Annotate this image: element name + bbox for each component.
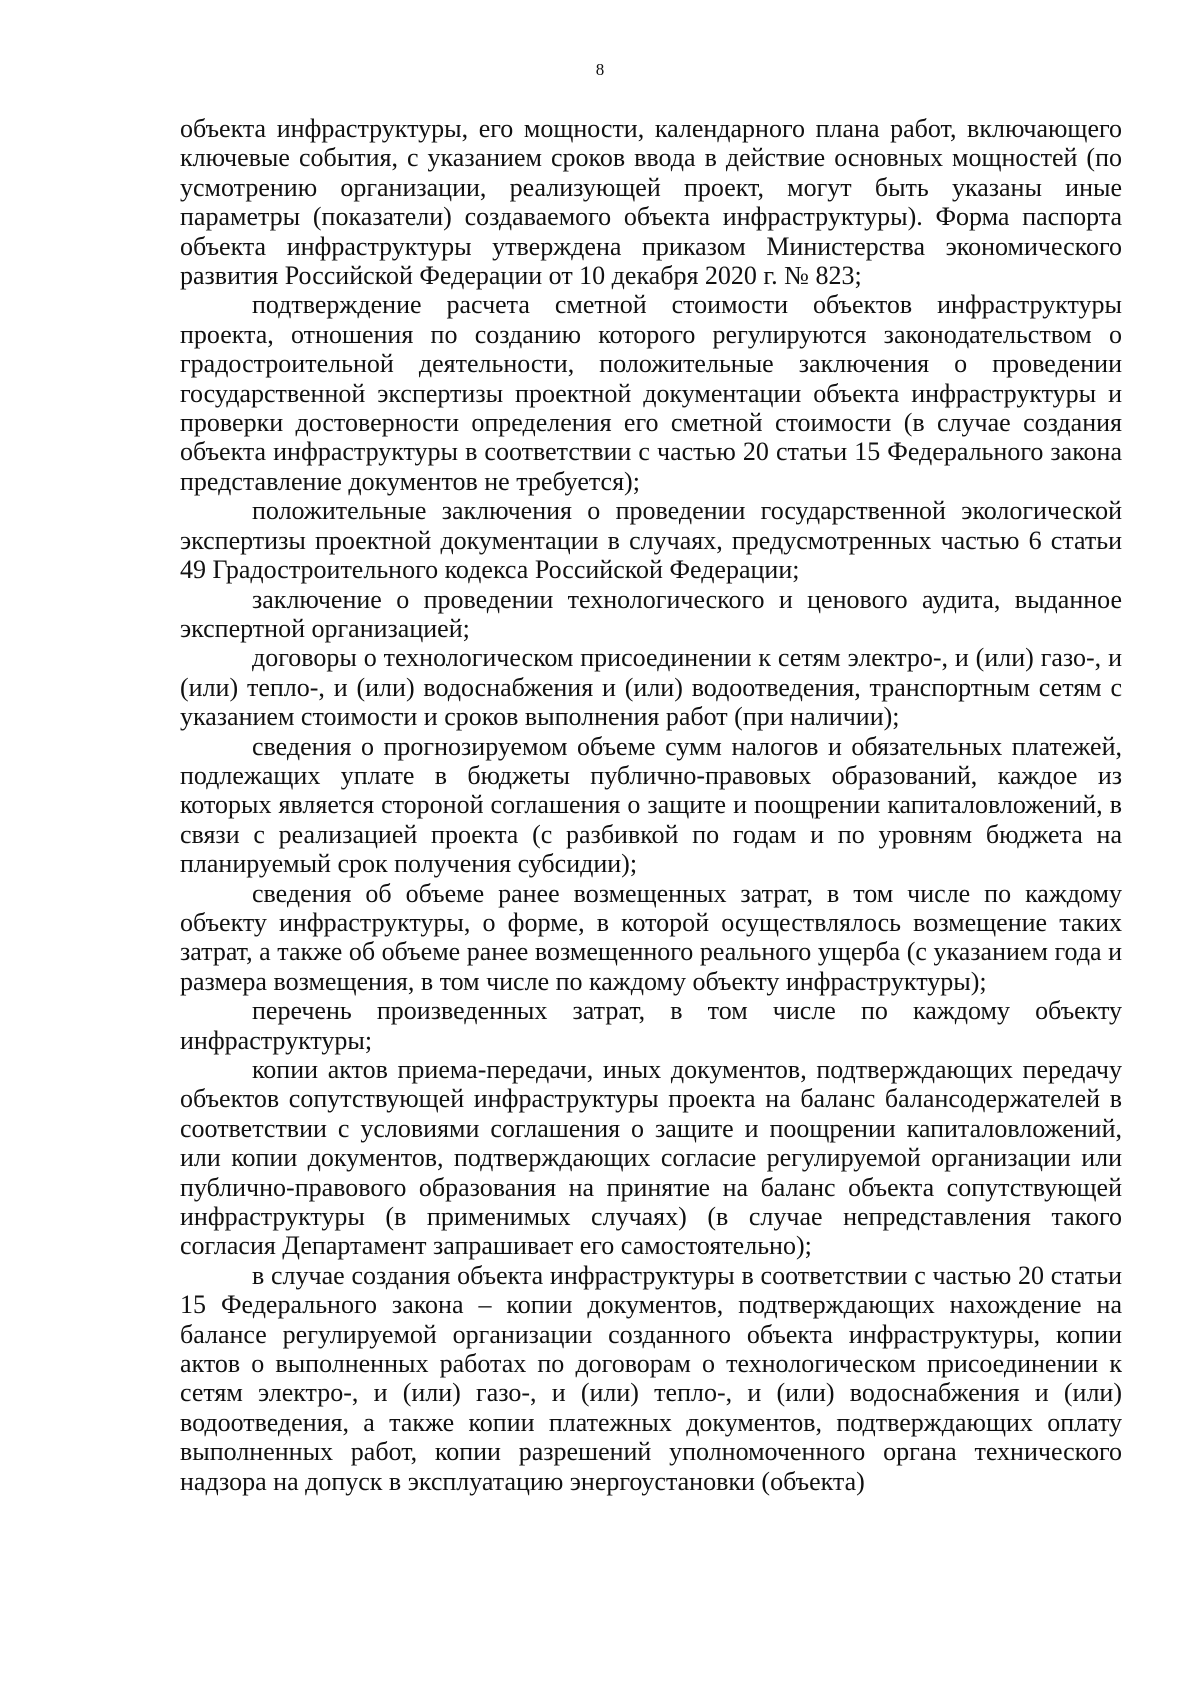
document-body (180, 114, 1122, 1496)
paragraph-costs-list: перечень произведенных затрат, в том числе по каждому объекту инфраструктуры; (180, 996, 1122, 1055)
paragraph-balance-documents: в случае создания объекта инфраструктуры в соответствии с частью 20 статьи 15 Федерального закона – копии документов, подтверждающих нахождение на балансе регулируемой организации созданного объекта инфраструктуры, копии актов о выполненных работах по договорам о технологическом присоединении к сетям электро-, и (или) газо-, и (или) тепло-, и (или) водоснабжения и (или) водоотведения, а также копии платежных документов, подтверждающих оплату выполненных работ, копии разрешений уполномоченного органа технического надзора на допуск в эксплуатацию энергоустановки (объекта) (180, 1260, 1122, 1496)
paragraph-technological-audit: заключение о проведении технологического и ценового аудита, выданное экспертной организацией; (180, 584, 1122, 643)
paragraph-ecological-expertise: положительные заключения о проведении государственной экологической экспертизы проектной документации в случаях, предусмотренных частью 6 статьи 49 Градостроительного кодекса Российской Федерации; (180, 496, 1122, 585)
paragraph-forecast-taxes: сведения о прогнозируемом объеме сумм налогов и обязательных платежей, подлежащих уплате в бюджеты публично-правовых образований, каждое из которых является стороной соглашения о защите и поощрении капиталовложений, в связи с реализацией проекта (с разбивкой по годам и по уровням бюджета на планируемый срок получения субсидии); (180, 731, 1122, 879)
paragraph-reimbursed-costs: сведения об объеме ранее возмещенных затрат, в том числе по каждому объекту инфраструктуры, о форме, в которой осуществлялось возмещение таких затрат, а также об объеме ранее возмещенного реального ущерба (с указанием года и размера возмещения, в том числе по каждому объекту инфраструктуры); (180, 878, 1122, 996)
paragraph-infrastructure-passport: объекта инфраструктуры, его мощности, календарного плана работ, включающего ключевые события, с указанием сроков ввода в действие основных мощностей (по усмотрению организации, реализующей проект, могут быть указаны иные параметры (показатели) создаваемого объекта инфраструктуры). Форма паспорта объекта инфраструктуры утверждена приказом Министерства экономического развития Российской Федерации от 10 декабря 2020 г. № 823; (180, 114, 1122, 291)
paragraph-cost-estimate-confirmation: подтверждение расчета сметной стоимости объектов инфраструктуры проекта, отношения по созданию которого регулируются законодательством о градостроительной деятельности, положительные заключения о проведении государственной экспертизы проектной документации объекта инфраструктуры и проверки достоверности определения его сметной стоимости (в случае создания объекта инфраструктуры в соответствии с частью 20 статьи 15 Федерального закона представление документов не требуется); (180, 290, 1122, 496)
page-number: 8 (595, 60, 605, 79)
paragraph-transfer-acts: копии актов приема-передачи, иных документов, подтверждающих передачу объектов сопутствующей инфраструктуры проекта на баланс балансодержателей в соответствии с условиями соглашения о защите и поощрении капиталовложений, или копии документов, подтверждающих согласие регулируемой организации или публично-правового образования на принятие на баланс объекта сопутствующей инфраструктуры (в применимых случаях) (в случае непредставления такого согласия Департамент запрашивает его самостоятельно); (180, 1055, 1122, 1261)
paragraph-connection-contracts: договоры о технологическом присоединении к сетям электро-, и (или) газо-, и (или) тепло-, и (или) водоснабжения и (или) водоотведения, транспортным сетям с указанием стоимости и сроков выполнения работ (при наличии); (180, 643, 1122, 732)
